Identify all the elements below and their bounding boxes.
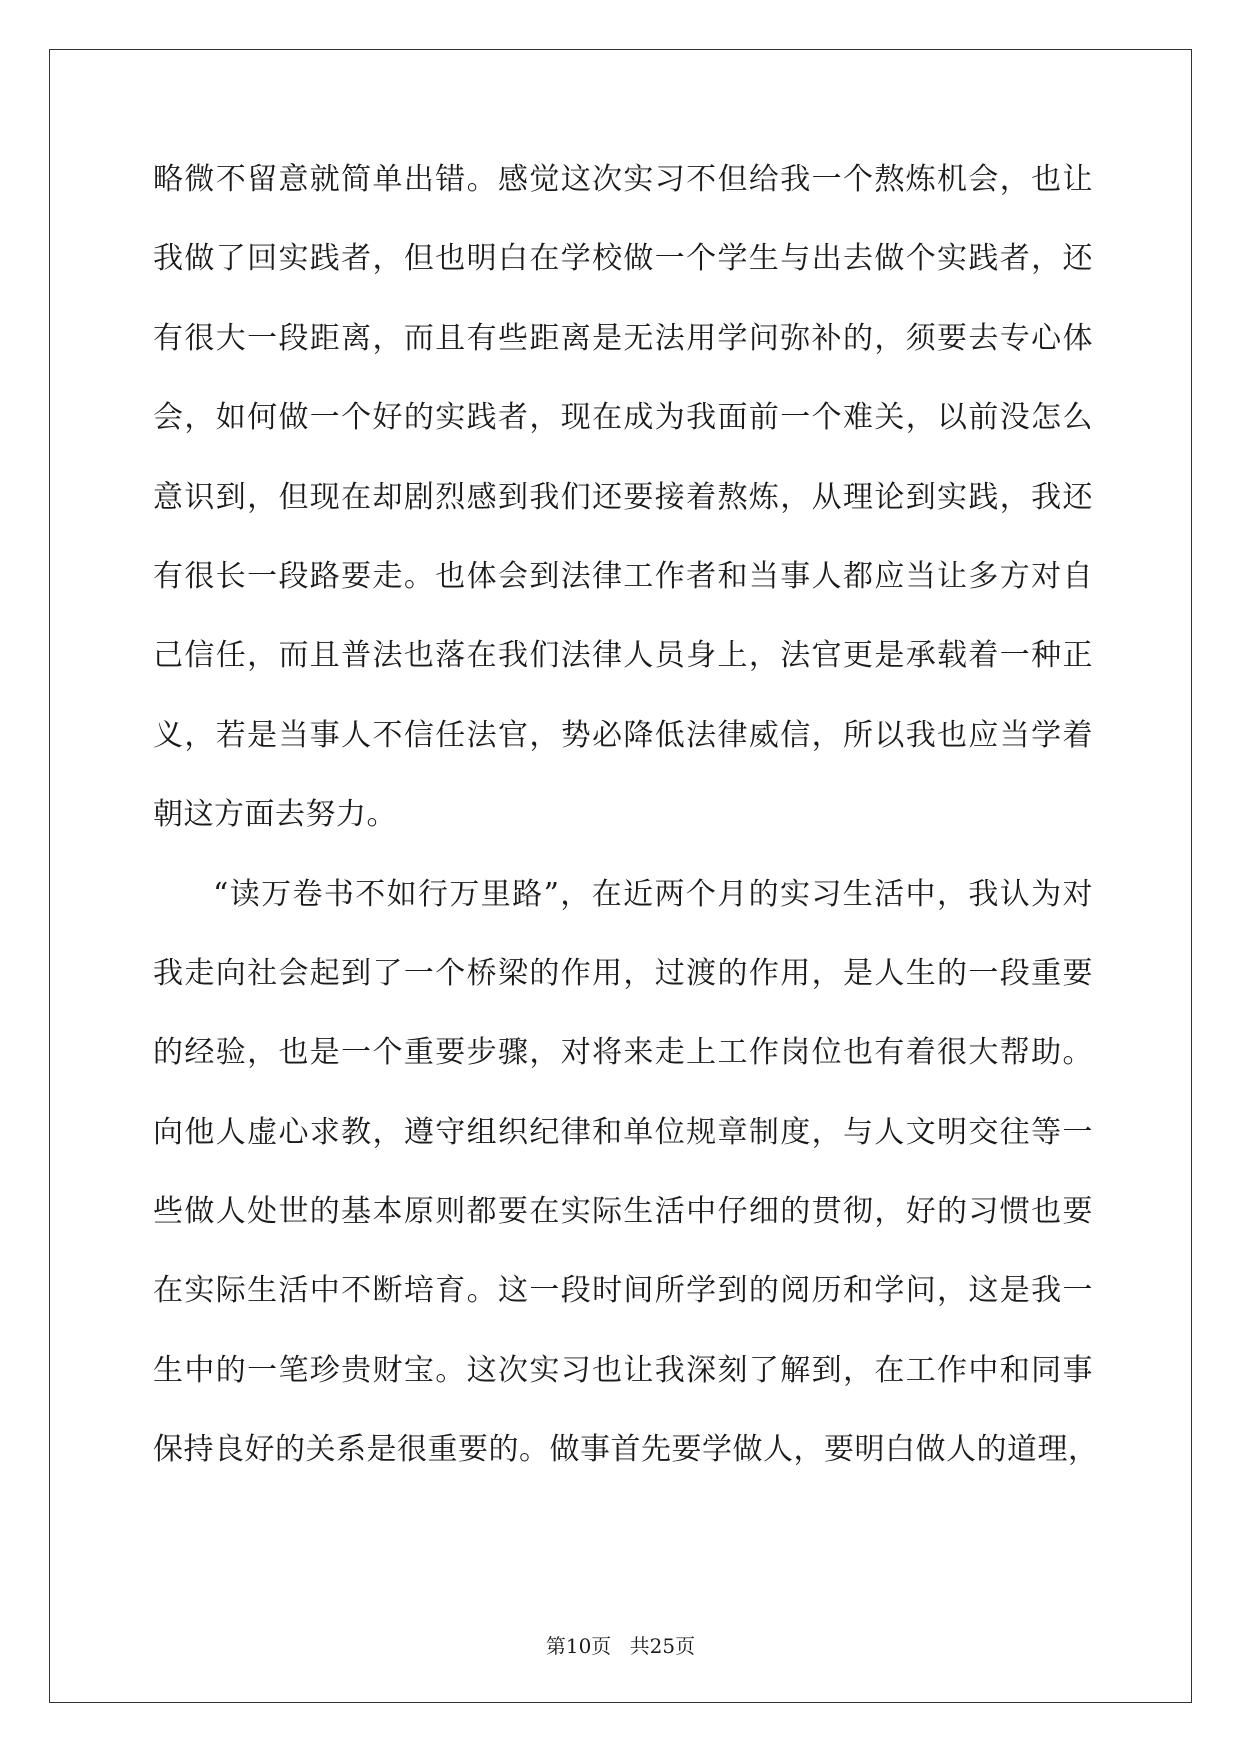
text-line: 己信任，而且普法也落在我们法律人员身上，法官更是承载着一种正 [153, 638, 1093, 674]
text-line: 会，如何做一个好的实践者，现在成为我面前一个难关，以前没怎么 [153, 400, 1093, 436]
page-number: 第10页 [545, 1634, 612, 1658]
text-line: 些做人处世的基本原则都要在实际生活中仔细的贯彻，好的习惯也要 [153, 1194, 1093, 1230]
text-line: 意识到，但现在却剧烈感到我们还要接着熬炼，从理论到实践，我还 [153, 479, 1093, 515]
text-line: 我走向社会起到了一个桥梁的作用，过渡的作用，是人生的一段重要 [153, 955, 1093, 991]
text-line: 生中的一笔珍贵财宝。这次实习也让我深刻了解到，在工作中和同事 [153, 1352, 1093, 1388]
text-line: 向他人虚心求教，遵守组织纪律和单位规章制度，与人文明交往等一 [153, 1114, 1093, 1150]
document-body [153, 162, 1099, 1512]
page-total: 共25页 [629, 1634, 696, 1658]
text-line: 义，若是当事人不信任法官，势必降低法律威信，所以我也应当学着 [153, 717, 1093, 753]
text-line: 朝这方面去努力。 [153, 797, 397, 833]
text-line: 我做了回实践者，但也明白在学校做一个学生与出去做个实践者，还 [153, 241, 1093, 277]
text-line: 保持良好的关系是很重要的。做事首先要学做人，要明白做人的道理， [153, 1432, 1099, 1468]
page-footer [0, 1630, 1241, 1659]
text-line: 有很长一段路要走。也体会到法律工作者和当事人都应当让多方对自 [153, 558, 1093, 594]
text-line: 略微不留意就简单出错。感觉这次实习不但给我一个熬炼机会，也让 [153, 162, 1093, 197]
text-line: “读万卷书不如行万里路”，在近两个月的实习生活中，我认为对 [213, 876, 1093, 912]
text-line: 有很大一段距离，而且有些距离是无法用学问弥补的，须要去专心体 [153, 320, 1093, 356]
text-line: 在实际生活中不断培育。这一段时间所学到的阅历和学问，这是我一 [153, 1273, 1093, 1309]
text-line: 的经验，也是一个重要步骤，对将来走上工作岗位也有着很大帮助。 [153, 1035, 1093, 1071]
